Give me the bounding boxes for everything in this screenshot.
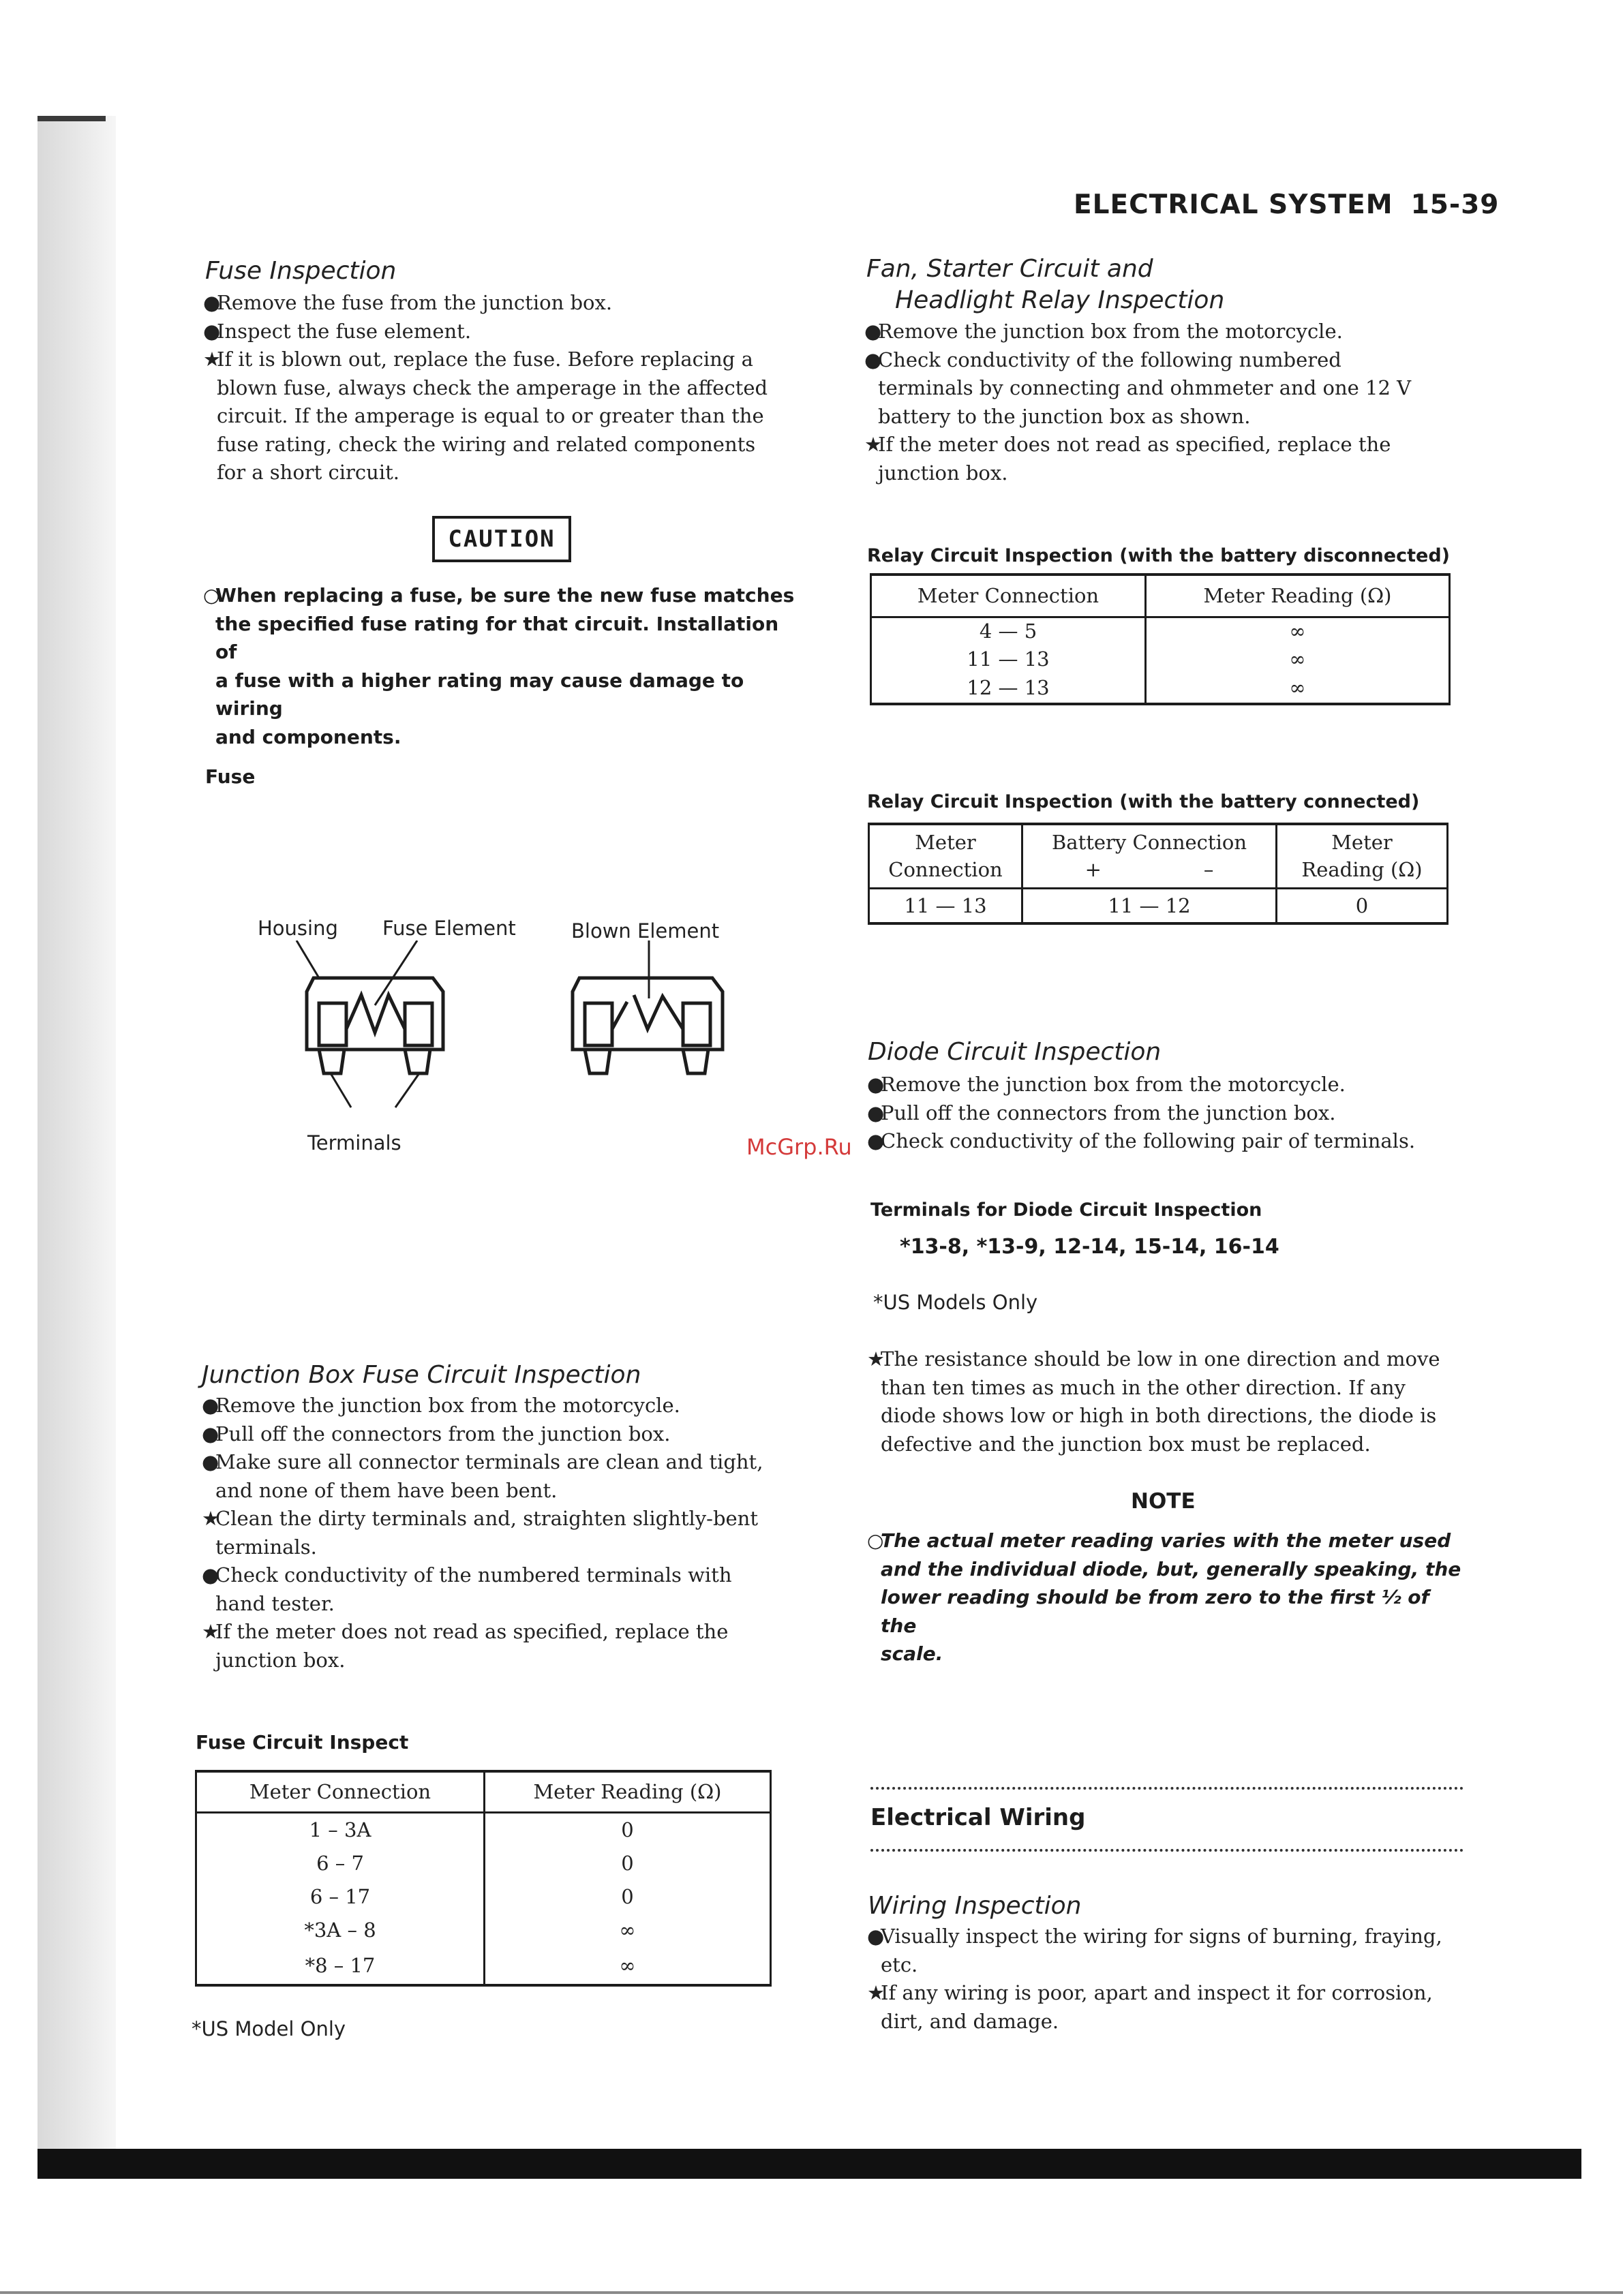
caution-text: ○ When replacing a fuse, be sure the new fuse matches the specified fuse rating for that circuit. Installation of a fuse with a higher rating may cause damage to wiring and components.: [203, 584, 795, 748]
diode-section-title: Diode Circuit Inspection: [868, 1038, 1162, 1066]
table-header: Meter Reading (Ω): [485, 1771, 771, 1812]
relay-table-connected: [868, 823, 1448, 925]
book-spine-shadow: [37, 116, 116, 2160]
relay-table2-title: Relay Circuit Inspection (with the battery connected): [867, 791, 1420, 812]
relay-table1-title: Relay Circuit Inspection (with the battery disconnected): [867, 545, 1450, 566]
watermark: McGrp.Ru: [746, 1134, 852, 1160]
table-row: 6 – 17 0: [196, 1880, 771, 1913]
diode-terminals-list: *13-8, *13-9, 12-14, 15-14, 16-14: [900, 1235, 1279, 1259]
table-row: 6 – 7 0: [196, 1846, 771, 1880]
table-row: *3A – 8 ∞: [196, 1913, 771, 1946]
junction-box-text: ● Remove the junction box from the motorcycle. ● Pull off the connectors from the junction box. ● Make sure all connector terminals are clean and tight, and none of them have been bent. ★ Clean the dirty terminals and, straighten slightly-bent terminals. ● Check conductivity of the numbered terminals with hand tester. ★ If the meter does not read as specified, replace the junction box.: [202, 1394, 763, 1672]
fuse-table-footnote: *US Model Only: [192, 2017, 346, 2040]
page-number: 15-39: [1410, 189, 1500, 220]
fuse-blown-icon: [573, 978, 723, 1073]
fuse-element-label: Fuse Element: [382, 917, 516, 940]
scan-bottom-bar: [37, 2149, 1581, 2179]
relay-section-title-1: Fan, Starter Circuit and: [866, 255, 1153, 283]
scan-bottom-rule: [0, 2291, 1623, 2294]
dotted-rule-bottom: [870, 1849, 1463, 1852]
table-header: Meter Connection: [869, 824, 1022, 888]
wiring-inspection-text: ● Visually inspect the wiring for signs of burning, fraying, etc. ★ If any wiring is poor, apart and inspect it for corrosion, dirt, and damage.: [867, 1925, 1442, 2033]
table-row: 11 — 13 ∞: [871, 645, 1450, 673]
housing-label: Housing: [258, 917, 338, 940]
relay-section-text: ● Remove the junction box from the motorcycle. ● Check conductivity of the following numbered terminals by connecting and ohmmeter and one 12 V battery to the junction box as shown. ★ If the meter does not read as specified, replace the junction box.: [864, 320, 1412, 485]
wiring-inspection-title: Wiring Inspection: [868, 1892, 1082, 1920]
table-header: Meter Reading (Ω): [1277, 824, 1448, 888]
table-row: 4 — 5 ∞: [871, 617, 1450, 645]
fuse-figure-title: Fuse: [205, 765, 256, 788]
junction-box-title: Junction Box Fuse Circuit Inspection: [202, 1361, 641, 1389]
table-row: 1 – 3A 0: [196, 1812, 771, 1846]
fuse-step-3: ★ If it is blown out, replace the fuse. Before replacing a: [203, 348, 753, 371]
table-row: 12 — 13 ∞: [871, 673, 1450, 704]
fuse-inspection-text: ● Remove the fuse from the junction box. ● Inspect the fuse element. ★ If it is blown out, replace the fuse. Before replacing a blown fuse, always check the amperage in the affected circuit. If the amperage is equal to or greater than the fuse rating, check the wiring and related components for a short circuit.: [203, 289, 796, 487]
diode-us-note: *US Models Only: [873, 1291, 1038, 1314]
table-row: 11 — 13 11 — 12 0: [869, 888, 1448, 923]
note-label: NOTE: [1131, 1489, 1196, 1514]
fuse-inspection-title: Fuse Inspection: [205, 257, 397, 285]
page-header: [1074, 189, 1499, 220]
fuse-circuit-table-title: Fuse Circuit Inspect: [196, 1731, 409, 1754]
diode-resistance-text: ★ The resistance should be low in one direction and move than ten times as much in the other direction. If any diode shows low or high in both directions, the diode is defective and the junction box must be replaced.: [867, 1347, 1440, 1456]
table-header: Meter Reading (Ω): [1146, 575, 1450, 617]
note-text: ○ The actual meter reading varies with the meter used and the individual diode, but, generally speaking, the lower reading should be from zero to the first ½ of the scale.: [867, 1529, 1461, 1665]
terminals-label: Terminals: [307, 1131, 401, 1154]
diode-section-text: ● Remove the junction box from the motorcycle. ● Pull off the connectors from the junction box. ● Check conductivity of the following pair of terminals.: [867, 1073, 1416, 1152]
fuse-diagram: [286, 940, 750, 1135]
relay-section-title-2: Headlight Relay Inspection: [895, 286, 1225, 314]
relay-table-disconnected: [870, 573, 1451, 705]
blown-element-label: Blown Element: [571, 919, 720, 943]
fuse-step-2: ● Inspect the fuse element.: [203, 319, 472, 343]
caution-label: CAUTION: [432, 516, 571, 562]
electrical-wiring-title: Electrical Wiring: [870, 1804, 1086, 1831]
table-header: Meter Connection: [871, 575, 1146, 617]
dotted-rule-top: [870, 1787, 1463, 1790]
fuse-step-1: ● Remove the fuse from the junction box.: [203, 291, 613, 314]
fuse-good-icon: [307, 978, 443, 1073]
table-header: Battery Connection + –: [1022, 824, 1277, 888]
diode-terminals-title: Terminals for Diode Circuit Inspection: [870, 1199, 1262, 1221]
spine-edge: [37, 116, 106, 121]
table-header: Meter Connection: [196, 1771, 485, 1812]
table-row: *8 – 17 ∞: [196, 1946, 771, 1985]
section-title: ELECTRICAL SYSTEM: [1074, 189, 1393, 220]
fuse-circuit-table: [195, 1770, 772, 1987]
